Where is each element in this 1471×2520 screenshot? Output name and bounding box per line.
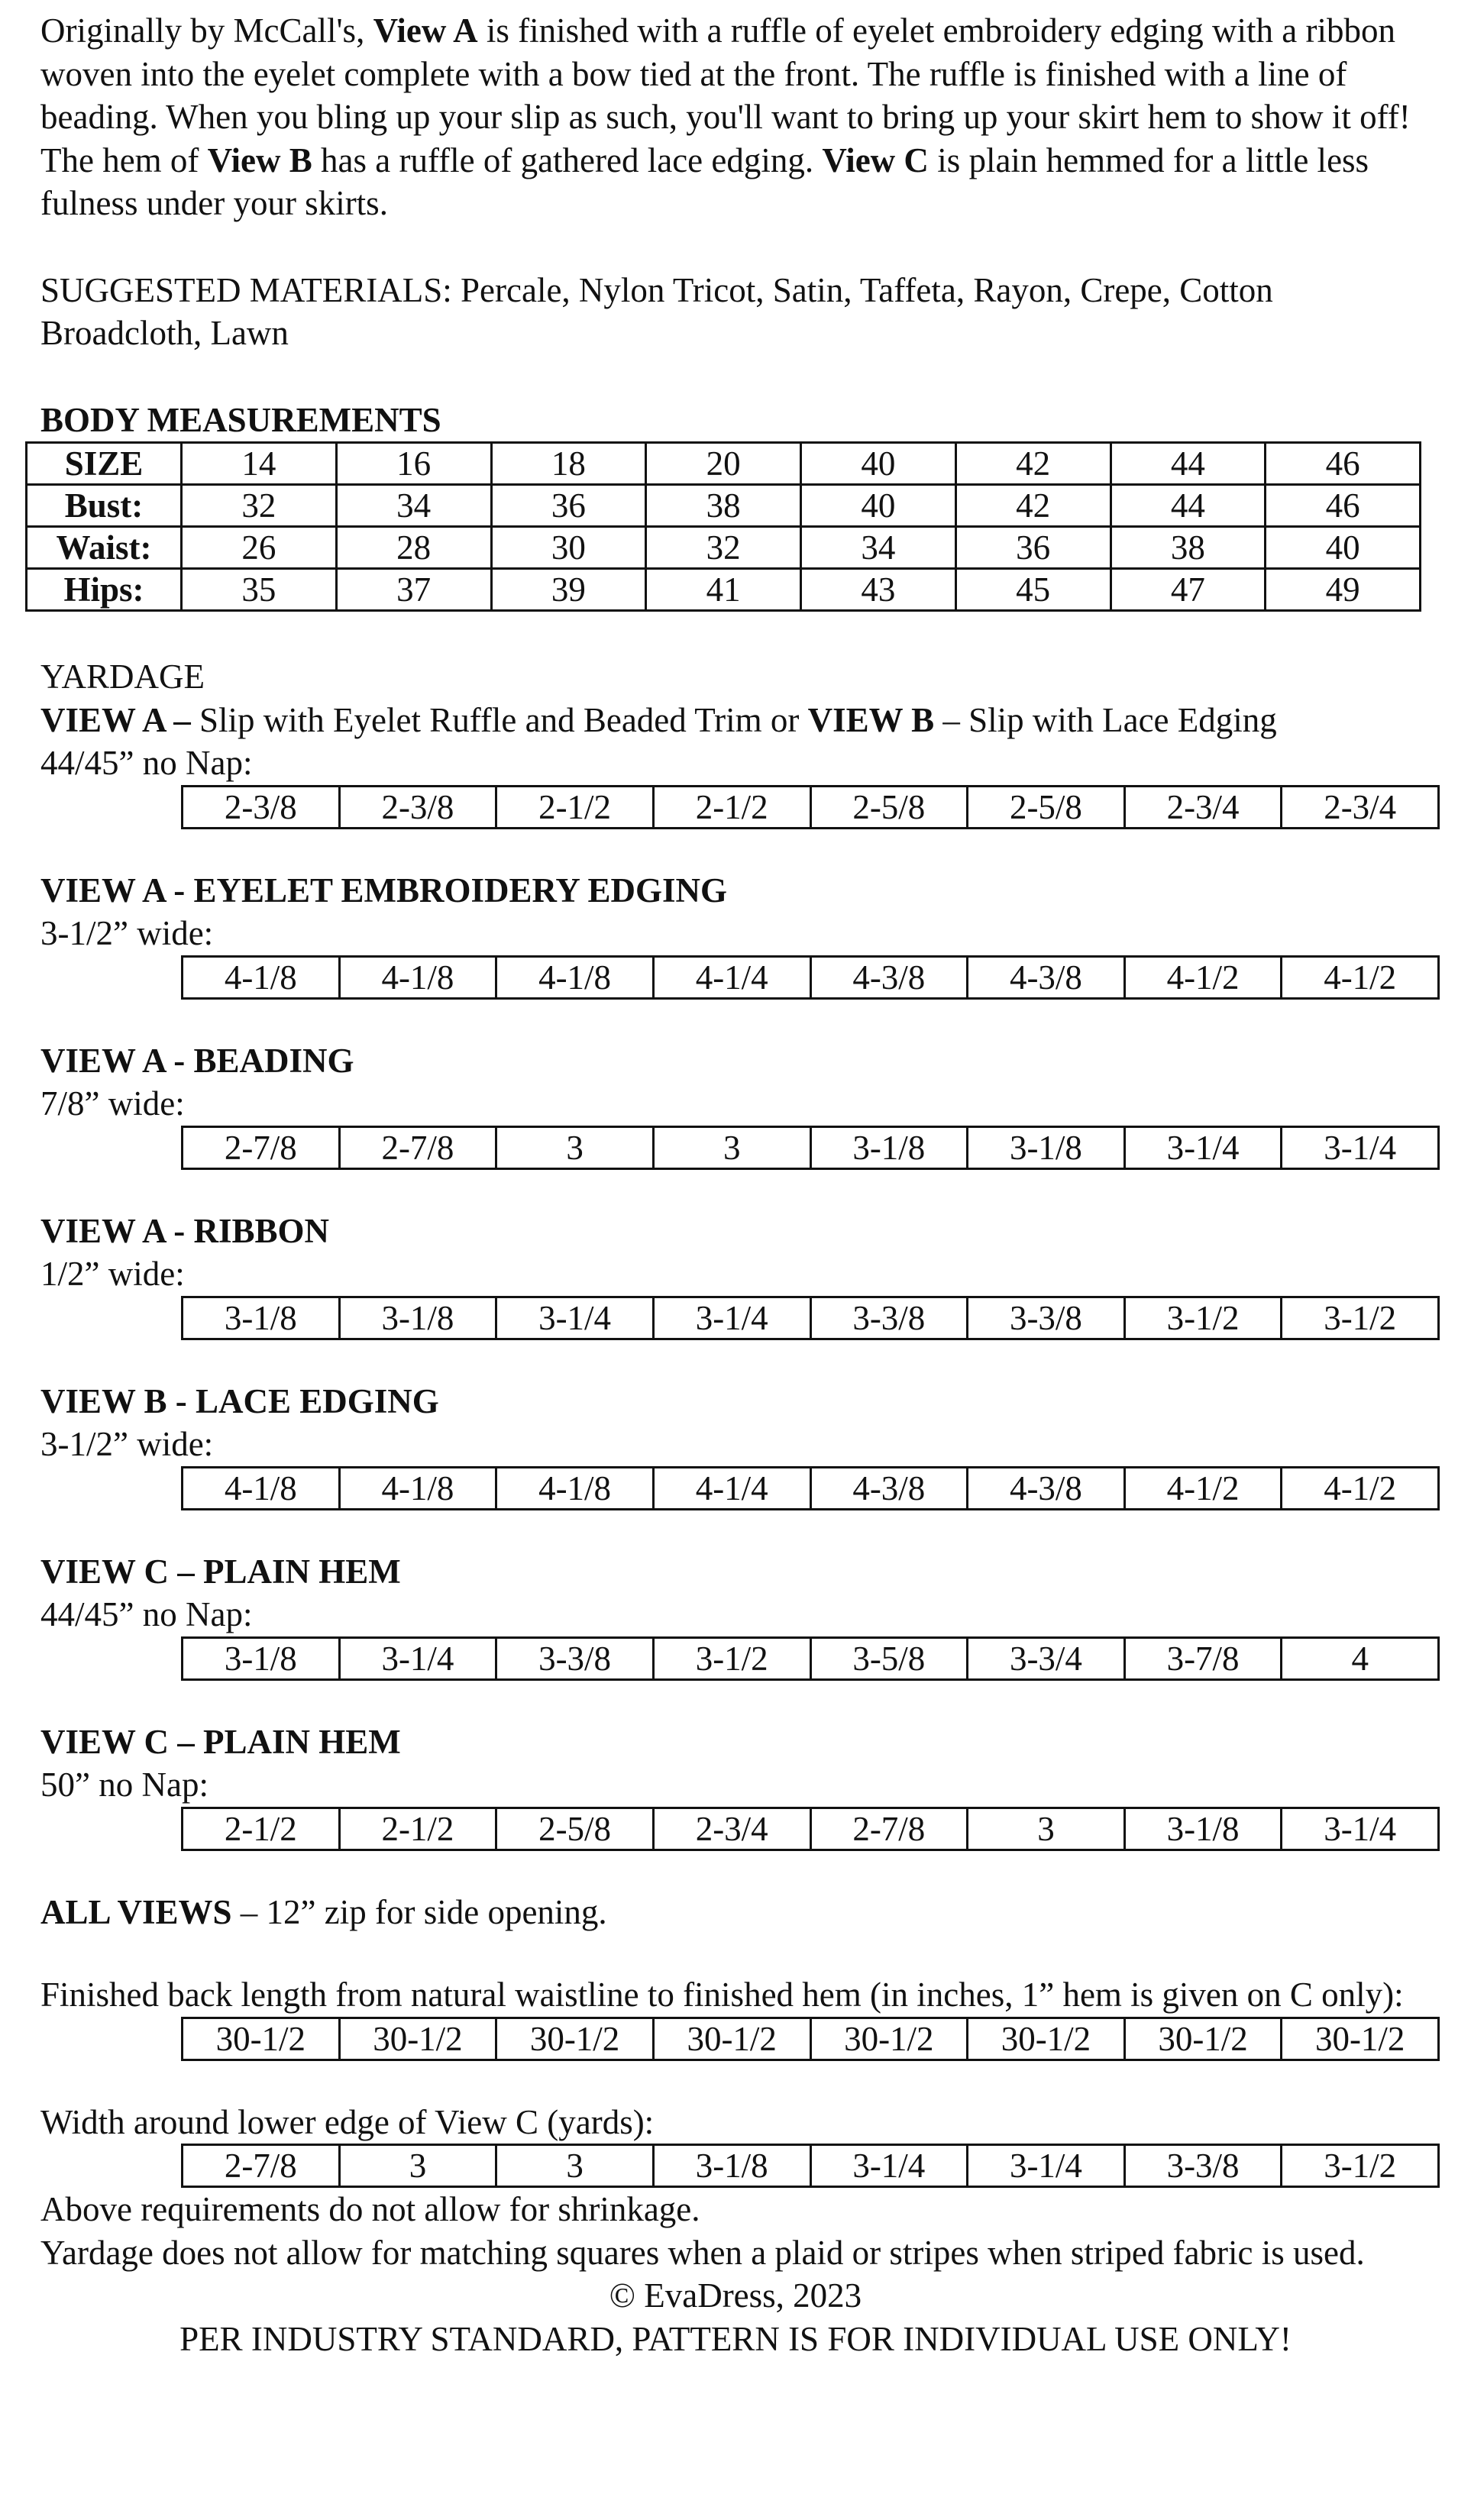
yardage-cell: 3-1/8 [339,1297,496,1339]
yardage-cell: 4-3/8 [810,956,968,998]
measurement-cell: 30 [491,527,646,569]
yardage-cell: 3-1/4 [339,1637,496,1679]
measurement-cell: 46 [1266,485,1421,527]
yardage-table-view-ab [181,785,1440,829]
fabric-width-label: 44/45” no Nap: [40,744,253,782]
yardage-row [183,2018,1439,2060]
yardage-cell: 2-3/8 [339,786,496,828]
yardage-cell: 3-3/8 [496,1637,654,1679]
yardage-cell: 4-3/8 [968,1467,1125,1509]
yardage-cell: 2-7/8 [183,1126,340,1168]
yardage-table-beading [181,1126,1440,1170]
yardage-cell: 2-5/8 [968,786,1125,828]
yardage-cell: 2-3/8 [183,786,340,828]
yardage-cell: 3 [496,1126,654,1168]
measurement-cell: 45 [955,569,1111,611]
yardage-cell: 30-1/2 [653,2018,810,2060]
beading-width-label: 7/8” wide: [40,1084,185,1123]
measurement-cell: 42 [955,485,1111,527]
yardage-cell: 3-5/8 [810,1637,968,1679]
measurement-cell: 46 [1266,443,1421,485]
yardage-cell: 4-1/4 [653,956,810,998]
measurement-cell: 37 [336,569,491,611]
body-measurements-table [25,441,1421,612]
yardage-heading: YARDAGE [40,657,205,696]
yardage-cell: 2-1/2 [653,786,810,828]
yardage-row [183,1808,1439,1850]
yardage-cell: 4-1/8 [183,956,340,998]
measurement-cell: 47 [1111,569,1266,611]
yardage-cell: 4 [1282,1637,1439,1679]
measurement-cell: 36 [955,527,1111,569]
yardage-row [183,1637,1439,1679]
yardage-cell: 30-1/2 [496,2018,654,2060]
width-around-table [181,2144,1440,2188]
measurement-row [27,485,1421,527]
measurement-cell: 16 [336,443,491,485]
measurement-cell: 38 [1111,527,1266,569]
view-c-44-width-label: 44/45” no Nap: [40,1595,253,1633]
measurement-cell: 40 [801,443,956,485]
yardage-row [183,786,1439,828]
measurement-cell: 44 [1111,485,1266,527]
yardage-cell: 4-1/8 [339,956,496,998]
measurement-cell: 40 [1266,527,1421,569]
body-measurements-heading: BODY MEASUREMENTS [40,400,441,439]
yardage-table-view-c-50 [181,1807,1440,1851]
yardage-row [183,2145,1439,2187]
measurement-cell: 26 [182,527,337,569]
yardage-cell: 2-1/2 [339,1808,496,1850]
yardage-cell: 3-7/8 [1124,1637,1282,1679]
yardage-table-eyelet [181,955,1440,1000]
yardage-cell: 3 [496,2145,654,2187]
intro-paragraph [40,9,1438,225]
yardage-cell: 4-1/8 [183,1467,340,1509]
measurement-cell: 28 [336,527,491,569]
measurement-cell: 49 [1266,569,1421,611]
all-views-text: – 12” zip for side opening. [231,1892,607,1931]
yardage-cell: 4-3/8 [810,1467,968,1509]
yardage-cell: 4-1/2 [1124,956,1282,998]
yardage-cell: 30-1/2 [339,2018,496,2060]
measurement-cell: 44 [1111,443,1266,485]
yardage-cell: 30-1/2 [1124,2018,1282,2060]
measurement-row-label: Hips: [27,569,182,611]
view-a-label: VIEW A – [40,700,191,739]
yardage-cell: 3-1/4 [1282,1808,1439,1850]
measurement-row [27,527,1421,569]
yardage-cell: 30-1/2 [183,2018,340,2060]
shrinkage-note: Above requirements do not allow for shrinkage. [40,2190,700,2228]
view-b-label: VIEW B [807,700,935,739]
yardage-cell: 2-3/4 [653,1808,810,1850]
measurement-row [27,569,1421,611]
yardage-cell: 2-7/8 [339,1126,496,1168]
yardage-cell: 4-3/8 [968,956,1125,998]
yardage-cell: 3-1/4 [653,1297,810,1339]
measurement-cell: 32 [182,485,337,527]
yardage-cell: 3-1/4 [1124,1126,1282,1168]
intro-text: is finished with a ruffle of eyelet embroidery edging with a ribbon woven into the eyelet complete with a bow tied at the front. The ruffle is finished with a line of beading. When you bling up your slip as such, you'll want to bring up your skirt hem to show it off! The hem of [40,11,1411,179]
measurement-cell: 35 [182,569,337,611]
measurement-cell: 36 [491,485,646,527]
lace-width-label: 3-1/2” wide: [40,1425,214,1463]
measurement-cell: 18 [491,443,646,485]
yardage-cell: 2-1/2 [496,786,654,828]
use-disclaimer: PER INDUSTRY STANDARD, PATTERN IS FOR INDIVIDUAL USE ONLY! [179,2319,1292,2358]
yardage-cell: 3-1/8 [810,1126,968,1168]
measurement-cell: 14 [182,443,337,485]
yardage-cell: 3-1/2 [653,1637,810,1679]
measurement-cell: 43 [801,569,956,611]
width-around-label: Width around lower edge of View C (yards): [40,2102,655,2141]
view-ab-heading [40,699,1438,742]
yardage-cell: 3-1/4 [810,2145,968,2187]
yardage-cell: 3 [339,2145,496,2187]
yardage-cell: 30-1/2 [1282,2018,1439,2060]
intro-text: is plain hemmed for a little less fulness under your skirts. [40,141,1369,222]
view-a-desc: Slip with Eyelet Ruffle and Beaded Trim or [190,700,808,739]
yardage-cell: 2-3/4 [1124,786,1282,828]
measurement-cell: 38 [646,485,801,527]
finished-length-label: Finished back length from natural waistline to finished hem (in inches, 1” hem is given on C only): [40,1976,1404,2014]
yardage-cell: 3-1/2 [1282,1297,1439,1339]
yardage-table-lace [181,1466,1440,1510]
yardage-cell: 3 [653,1126,810,1168]
view-c-50-heading: VIEW C – PLAIN HEM [40,1722,401,1761]
yardage-row [183,1126,1439,1168]
view-b-desc: – Slip with Lace Edging [934,700,1277,739]
beading-heading: VIEW A - BEADING [40,1041,354,1080]
yardage-table-ribbon [181,1296,1440,1340]
yardage-cell: 4-1/8 [339,1467,496,1509]
yardage-cell: 3-1/8 [1124,1808,1282,1850]
yardage-cell: 3-3/8 [1124,2145,1282,2187]
ribbon-heading: VIEW A - RIBBON [40,1211,330,1250]
measurement-cell: 32 [646,527,801,569]
yardage-cell: 4-1/2 [1124,1467,1282,1509]
view-c-50-width-label: 50” no Nap: [40,1766,209,1804]
measurement-cell: 42 [955,443,1111,485]
pattern-info-page [40,9,1438,2360]
measurement-row-label: Bust: [27,485,182,527]
yardage-cell: 3-1/4 [496,1297,654,1339]
measurement-cell: 40 [801,485,956,527]
all-views-note [40,1891,1438,1934]
yardage-cell: 3 [968,1808,1125,1850]
yardage-cell: 3-1/4 [968,2145,1125,2187]
measurement-row [27,443,1421,485]
measurement-cell: 34 [336,485,491,527]
view-c-ref: View C [822,141,929,179]
yardage-cell: 3-1/2 [1282,2145,1439,2187]
yardage-cell: 3-1/8 [968,1126,1125,1168]
yardage-cell: 3-1/8 [183,1297,340,1339]
matching-note: Yardage does not allow for matching squares when a plaid or stripes when striped fabric is used. [40,2233,1365,2272]
measurement-cell: 20 [646,443,801,485]
yardage-row [183,1467,1439,1509]
yardage-row [183,956,1439,998]
intro-text: Originally by McCall's, [40,11,373,50]
yardage-row [183,1297,1439,1339]
yardage-cell: 4-1/8 [496,956,654,998]
yardage-cell: 3-1/8 [653,2145,810,2187]
yardage-cell: 30-1/2 [810,2018,968,2060]
eyelet-heading: VIEW A - EYELET EMBROIDERY EDGING [40,871,728,909]
yardage-cell: 4-1/2 [1282,956,1439,998]
ribbon-width-label: 1/2” wide: [40,1255,185,1293]
yardage-cell: 2-5/8 [810,786,968,828]
measurement-row-label: SIZE [27,443,182,485]
yardage-cell: 3-1/2 [1124,1297,1282,1339]
yardage-cell: 3-1/8 [183,1637,340,1679]
yardage-cell: 2-3/4 [1282,786,1439,828]
yardage-cell: 30-1/2 [968,2018,1125,2060]
measurement-cell: 41 [646,569,801,611]
measurement-cell: 39 [491,569,646,611]
view-c-44-heading: VIEW C – PLAIN HEM [40,1552,401,1591]
intro-text: has a ruffle of gathered lace edging. [312,141,823,179]
yardage-cell: 2-5/8 [496,1808,654,1850]
yardage-cell: 4-1/2 [1282,1467,1439,1509]
eyelet-width-label: 3-1/2” wide: [40,914,214,952]
lace-heading: VIEW B - LACE EDGING [40,1381,439,1420]
finished-length-table [181,2017,1440,2061]
view-a-ref: View A [373,11,478,50]
yardage-cell: 2-7/8 [183,2145,340,2187]
yardage-cell: 3-3/4 [968,1637,1125,1679]
view-b-ref: View B [207,141,312,179]
suggested-materials: SUGGESTED MATERIALS: Percale, Nylon Tricot, Satin, Taffeta, Rayon, Crepe, Cotton Broadcloth, Lawn [40,270,1273,352]
yardage-cell: 3-3/8 [810,1297,968,1339]
yardage-cell: 2-7/8 [810,1808,968,1850]
measurement-cell: 34 [801,527,956,569]
yardage-cell: 4-1/4 [653,1467,810,1509]
copyright: © EvaDress, 2023 [609,2276,862,2315]
yardage-cell: 4-1/8 [496,1467,654,1509]
yardage-cell: 2-1/2 [183,1808,340,1850]
yardage-table-view-c-44 [181,1636,1440,1681]
yardage-cell: 3-3/8 [968,1297,1125,1339]
yardage-cell: 3-1/4 [1282,1126,1439,1168]
all-views-label: ALL VIEWS [40,1892,232,1931]
measurement-row-label: Waist: [27,527,182,569]
